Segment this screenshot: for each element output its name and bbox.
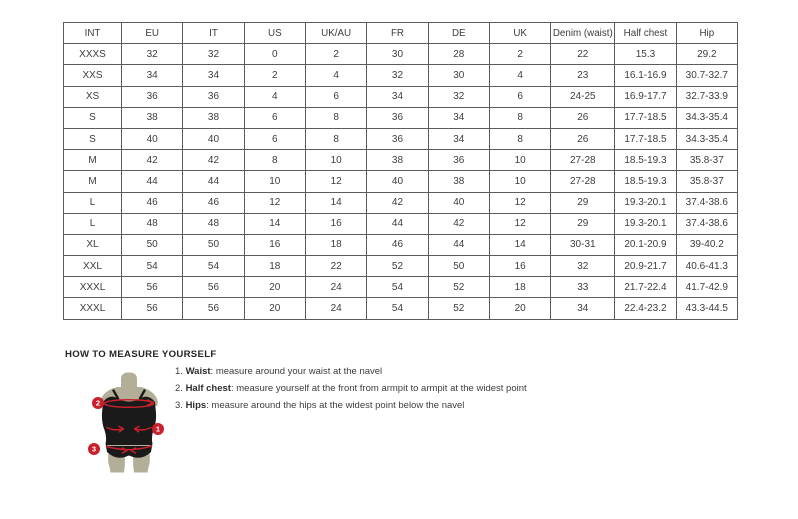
mannequin-illustration [84,371,174,474]
table-cell: 44 [122,171,183,192]
column-header: UK/AU [305,23,366,44]
column-header: UK [489,23,550,44]
table-cell: XXXS [64,44,122,65]
table-cell: 20.9-21.7 [615,256,676,277]
table-cell: 34 [428,128,489,149]
table-cell: 46 [183,192,244,213]
table-cell: 20 [244,277,305,298]
table-cell: 41.7-42.9 [676,277,737,298]
column-header: US [244,23,305,44]
column-header: Denim (waist) [551,23,615,44]
table-cell: 10 [489,150,550,171]
measure-step: 2. Half chest: measure yourself at the front from armpit to armpit at the widest point [175,383,527,394]
table-cell: 26 [551,128,615,149]
table-cell: 52 [428,277,489,298]
table-cell: 38 [428,171,489,192]
table-row [64,65,738,86]
chest-badge-number: 2 [95,398,101,408]
table-cell: 4 [489,65,550,86]
table-cell: 52 [428,298,489,319]
table-cell: 29 [551,213,615,234]
table-cell: 42 [122,150,183,171]
table-cell: 54 [122,256,183,277]
table-cell: XL [64,234,122,255]
table-cell: 0 [244,44,305,65]
table-cell: 10 [489,171,550,192]
table-cell: 36 [183,86,244,107]
table-cell: 8 [305,128,366,149]
table-cell: 30-31 [551,234,615,255]
table-cell: 24 [305,277,366,298]
table-cell: 8 [489,128,550,149]
table-cell: 29.2 [676,44,737,65]
table-cell: XXS [64,65,122,86]
table-cell: 20 [489,298,550,319]
table-cell: 54 [367,298,428,319]
table-cell: 32 [551,256,615,277]
table-cell: 16 [489,256,550,277]
table-cell: 35.8-37 [676,171,737,192]
table-cell: 19.3-20.1 [615,213,676,234]
table-cell: 12 [489,192,550,213]
column-header: Hip [676,23,737,44]
table-cell: M [64,171,122,192]
table-row [64,171,738,192]
table-row [64,192,738,213]
table-cell: 48 [122,213,183,234]
table-cell: XXL [64,256,122,277]
table-cell: XS [64,86,122,107]
table-cell: 38 [122,107,183,128]
table-cell: 40 [428,192,489,213]
swimsuit-top [102,397,156,444]
table-cell: 36 [122,86,183,107]
table-cell: 28 [428,44,489,65]
table-cell: 54 [367,277,428,298]
table-cell: 21.7-22.4 [615,277,676,298]
table-cell: 8 [244,150,305,171]
table-cell: 39-40.2 [676,234,737,255]
table-cell: 37.4-38.6 [676,192,737,213]
table-cell: 34 [551,298,615,319]
table-cell: L [64,213,122,234]
table-cell: M [64,150,122,171]
table-cell: 42 [183,150,244,171]
table-cell: 14 [244,213,305,234]
table-cell: 26 [551,107,615,128]
table-cell: 33 [551,277,615,298]
table-cell: 46 [122,192,183,213]
table-cell: 50 [428,256,489,277]
table-cell: 34.3-35.4 [676,128,737,149]
table-cell: 30 [428,65,489,86]
table-cell: 18.5-19.3 [615,171,676,192]
table-row [64,86,738,107]
table-cell: 42 [367,192,428,213]
table-cell: 42 [428,213,489,234]
table-cell: 22 [305,256,366,277]
measure-step: 3. Hips: measure around the hips at the widest point below the navel [175,400,465,411]
table-cell: 14 [489,234,550,255]
table-cell: 34.3-35.4 [676,107,737,128]
table-cell: S [64,107,122,128]
table-cell: 18.5-19.3 [615,150,676,171]
table-cell: 27-28 [551,171,615,192]
table-cell: 56 [183,298,244,319]
table-cell: 29 [551,192,615,213]
table-cell: 20.1-20.9 [615,234,676,255]
table-cell: 36 [367,128,428,149]
table-cell: 56 [122,298,183,319]
table-cell: 56 [122,277,183,298]
table-cell: 17.7-18.5 [615,107,676,128]
table-cell: 12 [244,192,305,213]
table-cell: 15.3 [615,44,676,65]
table-cell: 20 [244,298,305,319]
hips-badge-number: 3 [91,444,97,454]
table-cell: 30.7-32.7 [676,65,737,86]
table-row [64,107,738,128]
table-cell: 17.7-18.5 [615,128,676,149]
table-cell: 32 [428,86,489,107]
table-cell: 32 [367,65,428,86]
table-row [64,44,738,65]
table-cell: 44 [367,213,428,234]
table-cell: 43.3-44.5 [676,298,737,319]
table-row [64,277,738,298]
table-cell: 24-25 [551,86,615,107]
table-cell: L [64,192,122,213]
table-cell: 4 [244,86,305,107]
table-cell: XXXL [64,298,122,319]
measure-steps [175,367,527,418]
table-cell: 27-28 [551,150,615,171]
table-cell: 37.4-38.6 [676,213,737,234]
table-cell: 16 [305,213,366,234]
table-cell: 12 [489,213,550,234]
table-cell: 18 [244,256,305,277]
table-cell: 18 [489,277,550,298]
column-header: Half chest [615,23,676,44]
table-cell: 10 [305,150,366,171]
table-cell: 40 [122,128,183,149]
table-cell: 50 [122,234,183,255]
table-cell: 2 [305,44,366,65]
column-header: IT [183,23,244,44]
table-cell: 52 [367,256,428,277]
table-cell: 32.7-33.9 [676,86,737,107]
table-header-row [64,23,738,44]
size-table-body [64,44,738,319]
table-cell: 2 [489,44,550,65]
table-cell: 46 [367,234,428,255]
table-cell: 2 [244,65,305,86]
table-cell: 16.9-17.7 [615,86,676,107]
table-cell: 35.8-37 [676,150,737,171]
table-cell: 6 [305,86,366,107]
table-cell: 14 [305,192,366,213]
table-cell: 22 [551,44,615,65]
table-row [64,256,738,277]
table-cell: 44 [428,234,489,255]
table-cell: 48 [183,213,244,234]
how-to-measure-title: HOW TO MEASURE YOURSELF [65,349,217,360]
table-cell: 19.3-20.1 [615,192,676,213]
table-cell: 32 [122,44,183,65]
table-cell: 38 [183,107,244,128]
measure-step: 1. Waist: measure around your waist at the navel [175,366,383,377]
table-cell: 40 [183,128,244,149]
table-cell: 40 [367,171,428,192]
table-cell: 34 [122,65,183,86]
table-cell: 23 [551,65,615,86]
column-header: FR [367,23,428,44]
table-row [64,213,738,234]
table-cell: 36 [367,107,428,128]
table-cell: 38 [367,150,428,171]
table-cell: 30 [367,44,428,65]
waist-badge-number: 1 [155,424,161,434]
table-cell: 8 [489,107,550,128]
table-cell: 10 [244,171,305,192]
table-cell: 24 [305,298,366,319]
column-header: DE [428,23,489,44]
table-cell: 40.6-41.3 [676,256,737,277]
table-cell: 32 [183,44,244,65]
table-cell: 16.1-16.9 [615,65,676,86]
table-cell: 8 [305,107,366,128]
table-cell: 6 [244,107,305,128]
table-cell: XXXL [64,277,122,298]
table-cell: 36 [428,150,489,171]
table-row [64,298,738,319]
table-cell: S [64,128,122,149]
table-cell: 56 [183,277,244,298]
table-row [64,234,738,255]
table-cell: 6 [244,128,305,149]
table-cell: 4 [305,65,366,86]
size-chart-table [63,22,738,320]
column-header: INT [64,23,122,44]
table-cell: 18 [305,234,366,255]
table-row [64,128,738,149]
table-cell: 34 [428,107,489,128]
table-cell: 44 [183,171,244,192]
table-cell: 6 [489,86,550,107]
table-cell: 54 [183,256,244,277]
column-header: EU [122,23,183,44]
table-cell: 16 [244,234,305,255]
table-cell: 34 [183,65,244,86]
table-row [64,150,738,171]
table-cell: 12 [305,171,366,192]
table-cell: 22.4-23.2 [615,298,676,319]
table-cell: 34 [367,86,428,107]
table-cell: 50 [183,234,244,255]
